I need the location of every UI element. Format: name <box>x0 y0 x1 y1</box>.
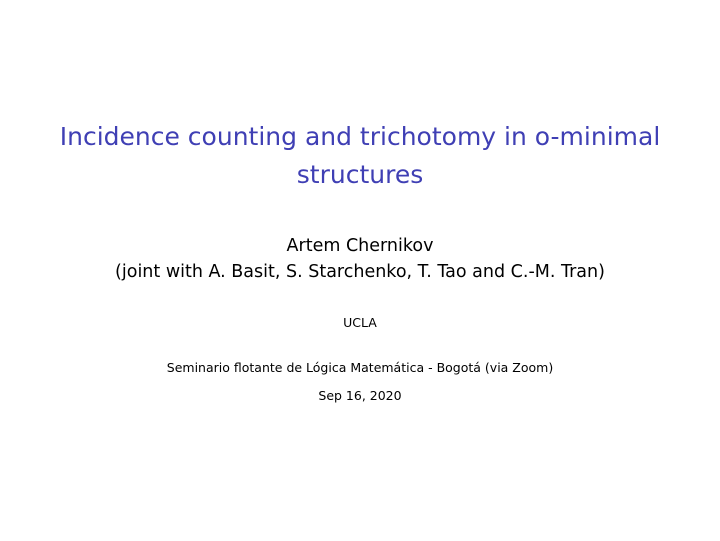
presentation-date: Sep 16, 2020 <box>318 388 402 403</box>
coauthors: (joint with A. Basit, S. Starchenko, T. Tao and C.-M. Tran) <box>115 262 605 282</box>
author-block <box>20 233 700 285</box>
institute: UCLA <box>343 315 377 330</box>
author-name: Artem Chernikov <box>286 236 434 256</box>
slide-title-line-1: Incidence counting and trichotomy in o-minimal <box>59 122 661 151</box>
event-name: Seminario flotante de Lógica Matemática - Bogotá (via Zoom) <box>166 360 554 375</box>
slide-title <box>40 118 680 194</box>
slide-title-line-2: structures <box>296 160 424 189</box>
